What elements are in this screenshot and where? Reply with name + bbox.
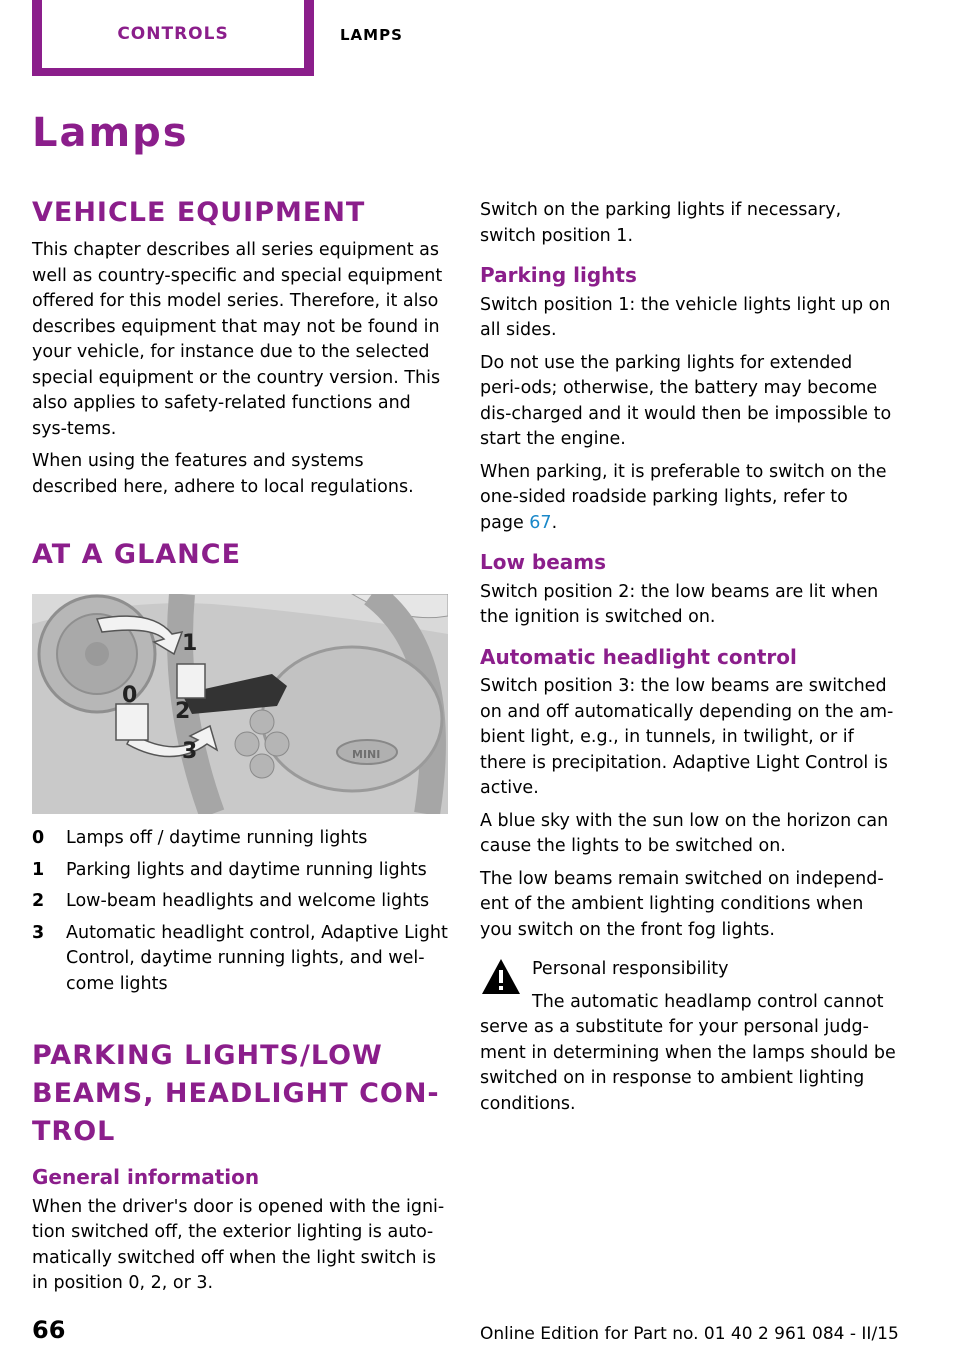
paragraph: When the driver's door is opened with the igni‐tion switched off, the exterior lighting is auto‐matically switched off when the light switch is in position 0, 2, or 3. (32, 1196, 445, 1293)
subheading-general-information: General information (32, 1165, 260, 1189)
legend-list (32, 826, 448, 997)
legend-item (32, 858, 448, 884)
legend-item (32, 921, 448, 998)
paragraph-text: When parking, it is preferable to switch on the one-sided roadside parking lights, refer to page (480, 461, 887, 533)
legend-text: Low-beam headlights and welcome lights (66, 891, 430, 911)
right-column (480, 198, 896, 1124)
tab-lamps[interactable]: LAMPS (340, 26, 403, 44)
paragraph: When using the features and systems described here, adhere to local regulations. (32, 451, 414, 497)
legend-item (32, 889, 448, 915)
figure-label-2: 2 (175, 699, 191, 724)
section-heading-vehicle-equipment: VEHICLE EQUIPMENT (32, 197, 366, 228)
legend-number: 0 (32, 828, 45, 848)
legend-text: Parking lights and daytime running lights (66, 859, 427, 880)
legend-number: 2 (32, 891, 45, 911)
steering-column-switch-illustration (32, 594, 448, 814)
page-reference-link[interactable]: 67 (529, 512, 552, 533)
paragraph-text: . (551, 512, 558, 533)
figure-label-0: 0 (122, 683, 138, 708)
page-title: Lamps (32, 110, 189, 156)
subheading-automatic-headlight-control: Automatic headlight control (480, 644, 797, 669)
mini-logo-text: MINI (352, 748, 381, 761)
paragraph: Switch position 2: the low beams are lit when the ignition is switched on. (480, 581, 879, 627)
left-column (32, 194, 448, 1304)
figure-label-3: 3 (182, 739, 198, 764)
tab-controls-label: CONTROLS (42, 0, 304, 68)
legend-number: 3 (32, 922, 45, 943)
paragraph: Switch position 1: the vehicle lights light up on all sides. (480, 294, 891, 340)
page-number: 66 (32, 1316, 66, 1344)
paragraph (480, 460, 896, 537)
warning-block (480, 953, 896, 1117)
legend-number: 1 (32, 859, 45, 880)
paragraph: This chapter describes all series equipment as well as country-specific and special equipment offered for this model series. Therefore, it also describes equipment that may not be found in your vehicle, for instance due to the selected special equipment or the country version. This also applies to safety-related functions and sys‐tems. (32, 240, 443, 439)
paragraph: A blue sky with the sun low on the horizon can cause the lights to be switched on. (480, 810, 889, 856)
legend-text: Automatic headlight control, Adaptive Light Control, daytime running lights, and wel‐come lights (66, 922, 448, 994)
tab-controls[interactable] (32, 0, 314, 76)
legend-item (32, 826, 448, 852)
legend-text: Lamps off / daytime running lights (66, 828, 368, 848)
subheading-parking-lights: Parking lights (480, 263, 637, 287)
figure-label-1: 1 (182, 631, 198, 656)
section-heading-parking-lights-low-beams: PARKING LIGHTS/LOW BEAMS, HEADLIGHT CON‐TROL (32, 1040, 440, 1147)
paragraph: The low beams remain switched on independ‐ent of the ambient lighting conditions when you switch on the front fog lights. (480, 868, 884, 940)
subheading-low-beams: Low beams (480, 550, 607, 574)
warning-text: The automatic headlamp control cannot serve as a substitute for your personal judg‐ment in determining when the lamps should be switched on in response to ambient lighting conditions. (480, 991, 896, 1114)
paragraph: Switch on the parking lights if necessary, switch position 1. (480, 200, 842, 246)
paragraph: Switch position 3: the low beams are switched on and off automatically depending on the am‐bient light, e.g., in tunnels, in twilight, or if there is precipitation. Adaptive Light Control is active. (480, 676, 894, 798)
paragraph: Do not use the parking lights for extended peri‐ods; otherwise, the battery may become dis‐charged and it would then be impossible to start the engine. (480, 352, 892, 449)
warning-title: Personal responsibility (532, 959, 729, 979)
warning-triangle-icon (480, 957, 522, 997)
footer-edition: Online Edition for Part no. 01 40 2 961 084 - II/15 (480, 1324, 899, 1344)
section-heading-at-a-glance: AT A GLANCE (32, 539, 242, 570)
